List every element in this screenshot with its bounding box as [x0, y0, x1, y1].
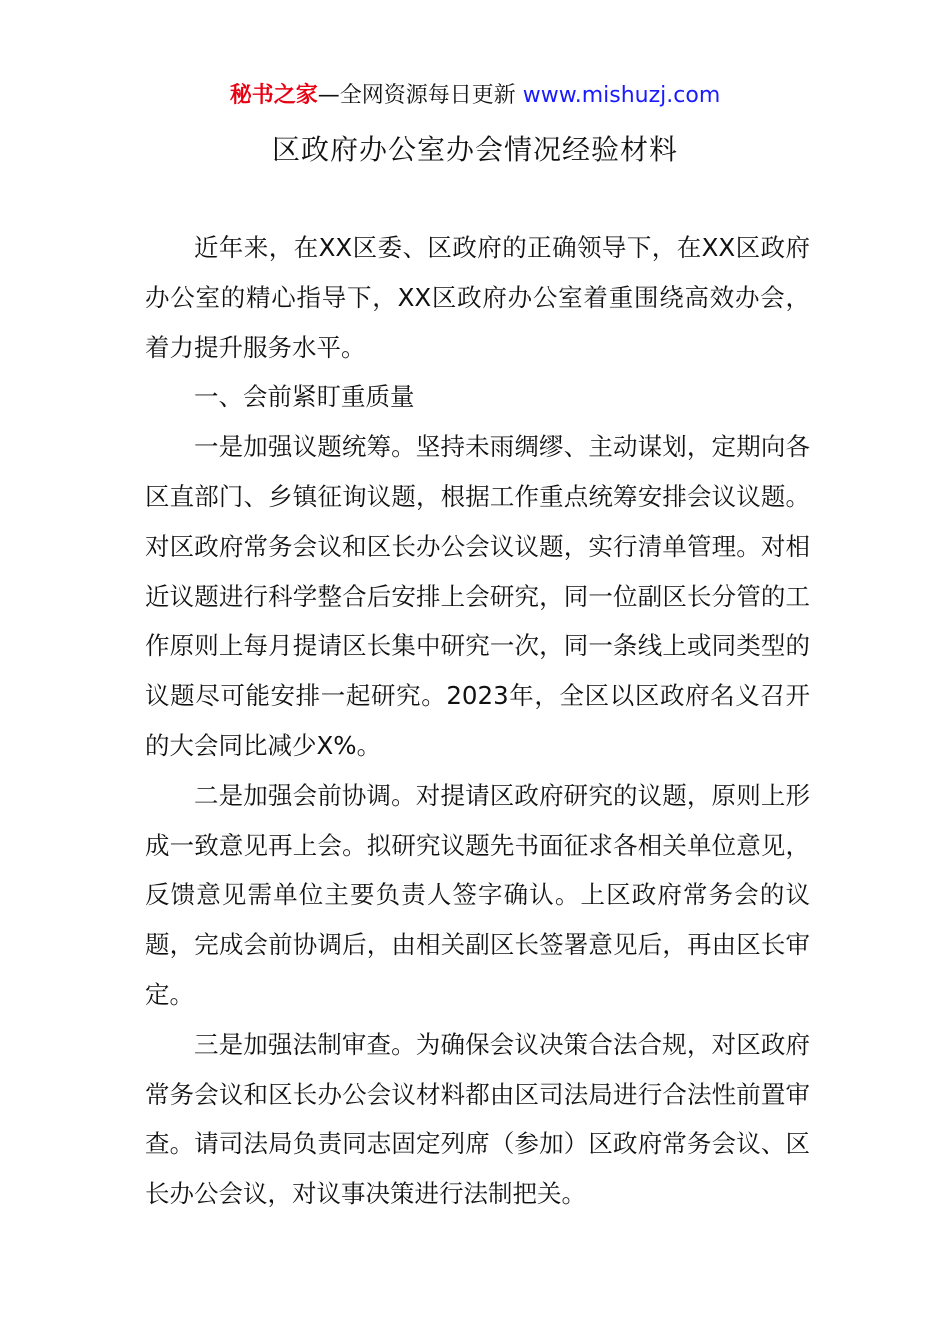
brand-name: 秘书之家: [229, 83, 318, 108]
header-slogan: —全网资源每日更新: [317, 83, 523, 108]
document-body: [145, 223, 810, 1219]
paragraph-intro: 近年来，在XX区委、区政府的正确领导下，在XX区政府办公室的精心指导下，XX区政府办公室着重围绕高效办会，着力提升服务水平。: [145, 233, 810, 362]
site-url-link[interactable]: www.mishuzj.com: [522, 83, 721, 108]
paragraph-legal-review: 三是加强法制审查。为确保会议决策合法合规，对区政府常务会议和区长办公会议材料都由区司法局进行合法性前置审查。请司法局负责同志固定列席（参加）区政府常务会议、区长办公会议，对议事决策进行法制把关。: [145, 1029, 810, 1209]
section-heading: 一、会前紧盯重质量: [194, 382, 415, 412]
site-header: [0, 80, 950, 112]
paragraph-agenda: 一是加强议题统筹。坚持未雨绸缪、主动谋划，定期向各区直部门、乡镇征询议题，根据工作重点统筹安排会议议题。对区政府常务会议和区长办公会议议题，实行清单管理。对相近议题进行科学整合后安排上会研究，同一位副区长分管的工作原则上每月提请区长集中研究一次，同一条线上或同类型的议题尽可能安排一起研究。2023年，全区以区政府名义召开的大会同比减少X%。: [145, 432, 810, 760]
document-title: 区政府办公室办会情况经验材料: [271, 133, 678, 166]
paragraph-coordination: 二是加强会前协调。对提请区政府研究的议题，原则上形成一致意见再上会。拟研究议题先书面征求各相关单位意见，反馈意见需单位主要负责人签字确认。上区政府常务会的议题，完成会前协调后，由相关副区长签署意见后，再由区长审定。: [145, 780, 810, 1009]
